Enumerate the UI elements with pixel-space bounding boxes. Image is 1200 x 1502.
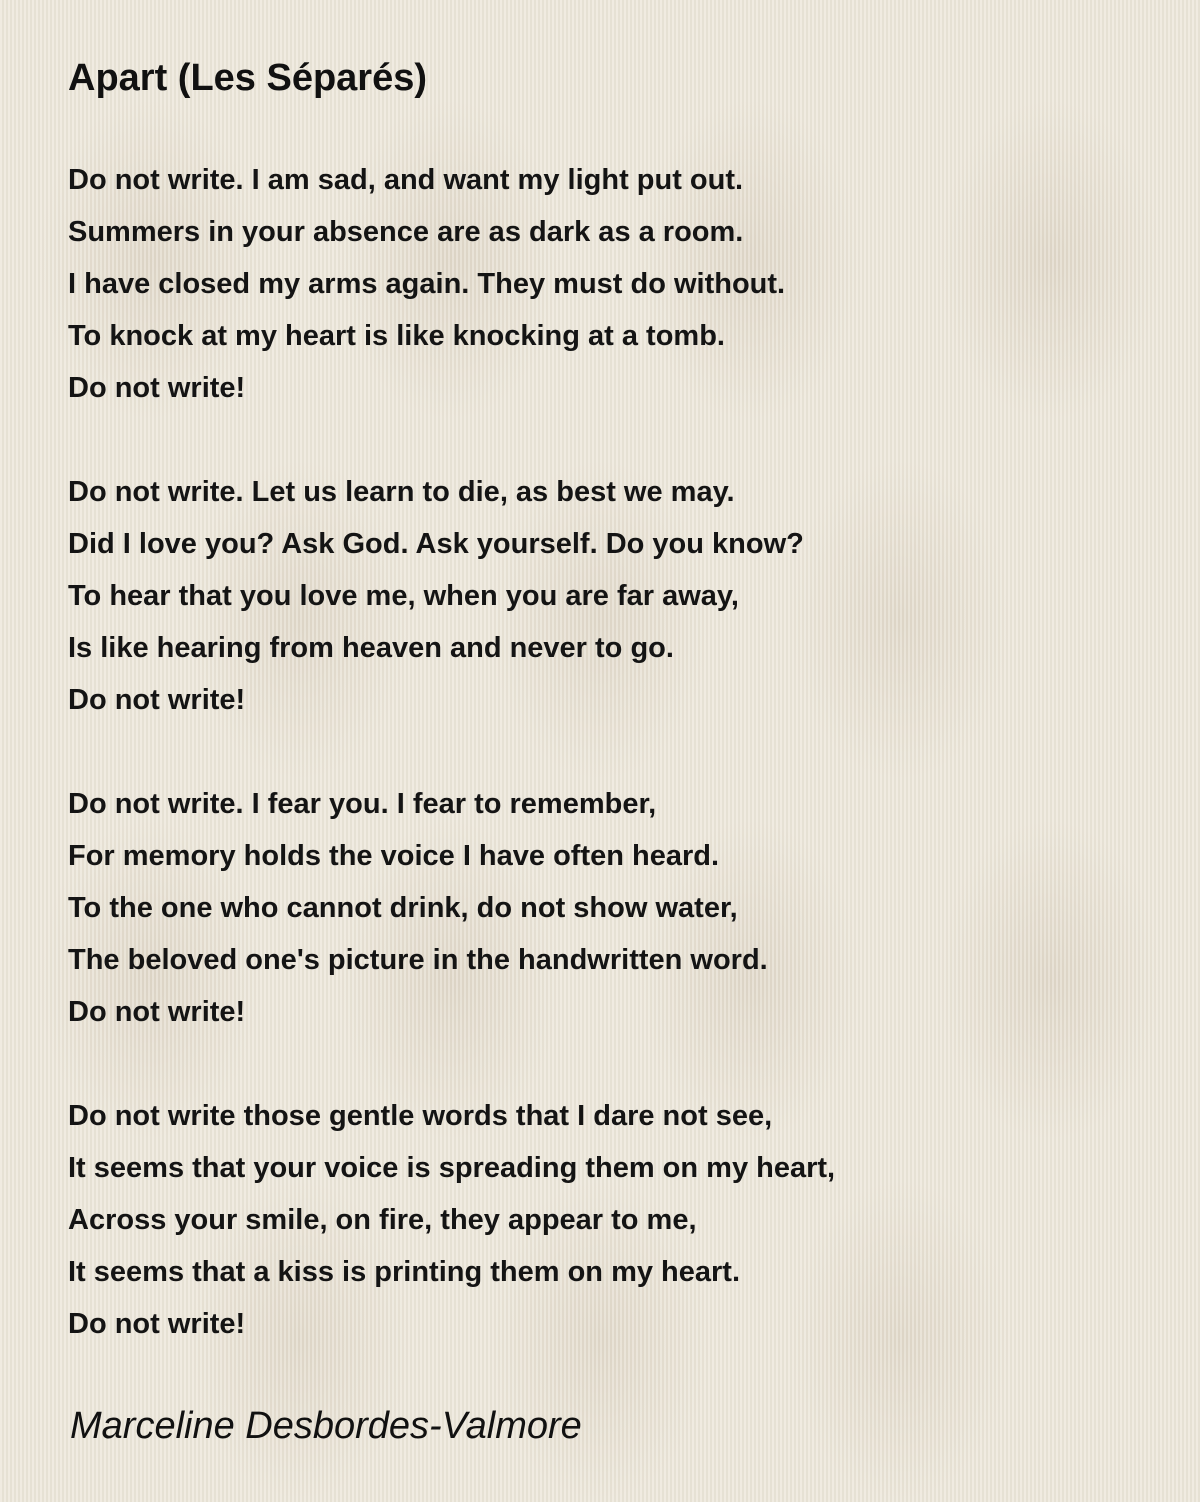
poem-refrain: Do not write!: [68, 372, 246, 404]
poem-line: Summers in your absence are as dark as a room.: [68, 216, 744, 248]
poem-author: Marceline Desbordes-Valmore: [70, 1405, 582, 1447]
poem-line: To the one who cannot drink, do not show water,: [68, 892, 738, 924]
poem-line: Did I love you? Ask God. Ask yourself. Do you know?: [68, 528, 804, 560]
poem-line: For memory holds the voice I have often heard.: [68, 840, 720, 872]
stanza-4: [68, 1090, 1128, 1350]
poem-line: I have closed my arms again. They must do without.: [68, 268, 786, 300]
poem-line: Do not write those gentle words that I dare not see,: [68, 1100, 773, 1132]
poem-line: It seems that a kiss is printing them on my heart.: [68, 1256, 741, 1288]
poem-title: Apart (Les Séparés): [68, 57, 428, 99]
poem-line: To hear that you love me, when you are far away,: [68, 580, 739, 612]
poem-line: Do not write. I fear you. I fear to remember,: [68, 788, 657, 820]
poem-refrain: Do not write!: [68, 684, 246, 716]
poem-refrain: Do not write!: [68, 1308, 246, 1340]
poem-body: [68, 154, 1128, 1402]
stanza-1: [68, 154, 1128, 414]
stanza-3: [68, 778, 1128, 1038]
poem-line: Is like hearing from heaven and never to go.: [68, 632, 674, 664]
poem-line: The beloved one's picture in the handwritten word.: [68, 944, 768, 976]
poem-line: Do not write. Let us learn to die, as best we may.: [68, 476, 735, 508]
poem-line: It seems that your voice is spreading them on my heart,: [68, 1152, 836, 1184]
poem-refrain: Do not write!: [68, 996, 246, 1028]
stanza-2: [68, 466, 1128, 726]
poem-line: Do not write. I am sad, and want my light put out.: [68, 164, 744, 196]
poem-line: Across your smile, on fire, they appear to me,: [68, 1204, 697, 1236]
poem-line: To knock at my heart is like knocking at a tomb.: [68, 320, 725, 352]
